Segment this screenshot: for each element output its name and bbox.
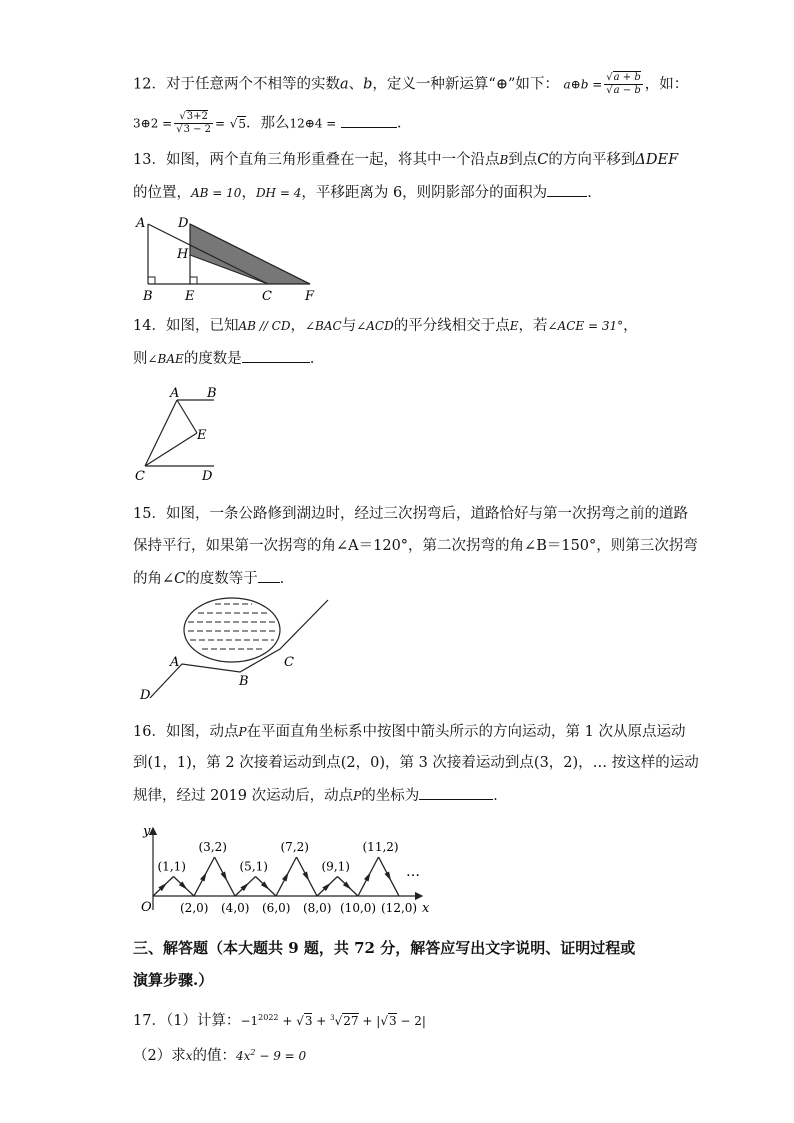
q14-angle-bae: ∠BAE: [147, 352, 184, 366]
q16-figure: [136, 822, 436, 918]
q17-plus2: +: [312, 1014, 331, 1028]
q15-figure: [130, 592, 340, 707]
q14-angle-acd: ∠ACD: [356, 319, 394, 333]
q14-text-if: ，若: [518, 318, 548, 334]
q14-label-d: D: [202, 469, 213, 483]
q12-example-den: 3 − 2: [183, 124, 212, 135]
q16-arrowhead: [384, 872, 391, 881]
q13-line1: [133, 150, 678, 170]
q15-period: ．: [279, 571, 295, 587]
q17-cube-index: 3: [330, 1014, 335, 1022]
q17-part1: [133, 1008, 426, 1031]
q17-plus1: +: [278, 1014, 297, 1028]
q14-segment-ae: [177, 400, 197, 433]
q17-p1-label: 17．（1）计算：: [133, 1013, 241, 1029]
q12-ask-expr: 12⊕4 =: [289, 116, 337, 131]
q16-text-c: 规律，经过 2019 次运动后，动点: [133, 788, 354, 804]
q15-line1: 15．如图，一条公路修到湖边时，经过三次拐弯后，道路恰好与第一次拐弯之前的道路: [133, 506, 688, 522]
q17-root27: 27: [343, 1014, 359, 1028]
q17-root3b: 3: [388, 1014, 397, 1028]
q15-line2: 保持平行，如果第一次拐弯的角∠A＝120°，第二次拐弯的角∠B＝150°，则第三次拐弯: [133, 538, 698, 554]
q13-label-h: H: [177, 247, 189, 262]
q16-ellipsis: …: [406, 864, 420, 880]
q12-text: 12．对于任意两个不相等的实数: [133, 76, 340, 93]
q17-eq-exp: 2: [250, 1048, 256, 1057]
q13-label-f: F: [305, 289, 315, 304]
q17-eq-rest: − 9 = 0: [255, 1049, 307, 1063]
q13-label-a: A: [136, 216, 146, 231]
section-heading-line1: 三、解答题（本大题共 9 题，共 72 分，解答应写出文字说明、证明过程或: [133, 939, 636, 957]
q16-text-ask: 的坐标为: [361, 788, 420, 804]
q15-label-b: B: [239, 674, 249, 689]
q16-bottom-label: (2,0): [180, 901, 209, 915]
section-heading-line2: 演算步骤.）: [133, 971, 214, 989]
q16-arrowhead: [364, 872, 371, 881]
q16-top-label: (3,2): [198, 840, 227, 854]
q15-point-c: C: [174, 571, 186, 587]
q13-point-c: C: [537, 152, 549, 168]
q12-answer-blank[interactable]: [341, 113, 397, 128]
q15-lake: [184, 598, 280, 662]
q17-root3: 3: [304, 1014, 313, 1028]
q15-label-a: A: [170, 655, 180, 670]
q13-point-b: B: [499, 153, 509, 167]
q14-label-c: C: [135, 469, 145, 483]
q13-label-e: E: [185, 289, 195, 304]
q14-text-bisect: 的平分线相交于点: [393, 318, 510, 334]
q14-point-e: E: [509, 319, 519, 333]
q16-point-p2: P: [353, 789, 362, 803]
q13-right-angle-b: [148, 277, 155, 284]
q16-label-y: y: [143, 824, 151, 839]
q12-def-den: a − b: [613, 85, 641, 96]
q16-top-label: (7,2): [280, 840, 309, 854]
q17-p2-label: （2）求: [133, 1048, 186, 1064]
q16-line2: 到(1，1)，第 2 次接着运动到点(2，0)，第 3 次接着运动到点(3，2)，… 按这样的运动: [133, 755, 699, 771]
q13-figure: [128, 213, 328, 305]
q14-comma2: ，: [623, 318, 638, 334]
q16-label-origin: O: [141, 900, 152, 915]
q16-bottom-label: (6,0): [262, 901, 291, 915]
q13-dh: DH = 4: [255, 186, 302, 200]
q17-exponent: 2022: [258, 1013, 279, 1022]
q14-line1: [133, 316, 638, 336]
q16-bottom-label: (8,0): [303, 901, 332, 915]
q14-given: ∠ACE = 31°: [547, 319, 624, 333]
q14-answer-blank[interactable]: [242, 348, 310, 363]
q14-text-then: 则: [133, 351, 148, 367]
q16-zigzag-path: [153, 857, 399, 896]
q16-bottom-label: (12,0): [381, 901, 418, 915]
q16-point-p: P: [238, 725, 247, 739]
q13-answer-blank[interactable]: [547, 182, 587, 197]
q16-period: ．: [493, 788, 508, 804]
q15-text: 的角∠: [133, 571, 175, 587]
q14-label-e: E: [197, 428, 207, 443]
q16-top-label: (1,1): [157, 859, 186, 874]
q17-term1: −1: [240, 1014, 259, 1028]
q12-example-root: 5: [238, 116, 247, 131]
q13-period: ．: [587, 185, 602, 201]
q14-comma: ，: [290, 318, 305, 334]
q14-line2: [133, 348, 324, 369]
q14-angle-bac: ∠BAC: [304, 319, 342, 333]
q13-triangle: ΔDEF: [635, 152, 679, 168]
q16-top-label: (11,2): [362, 840, 399, 854]
q15-line3: [133, 568, 294, 589]
q14-parallel: AB // CD: [238, 319, 291, 333]
q12-var-a: a: [339, 76, 349, 93]
q12-text-mid: ，定义一种新运算“⊕”如下：: [372, 76, 559, 93]
q14-label-b: B: [207, 386, 217, 401]
q12-sep: 、: [348, 76, 364, 93]
q12-text-ask: ．那么: [246, 115, 290, 132]
q14-text-and: 与: [341, 318, 357, 334]
q14-period: ．: [309, 351, 325, 367]
q13-label-d: D: [178, 216, 189, 231]
q13-label-b: B: [143, 289, 153, 304]
q13-text-end: 的方向平移到: [548, 152, 636, 168]
q13-text-pos: 的位置，: [133, 185, 191, 201]
q12-def-fraction: $\frac{√a + b}{√a - b}$: [606, 72, 641, 96]
q16-label-x: x: [422, 901, 430, 916]
q15-water-lines: [188, 604, 276, 649]
q12-example-fraction: $\frac{√3+2}{√3 - 2}$: [176, 111, 212, 135]
q15-answer-blank[interactable]: [258, 568, 280, 583]
q14-text: 14．如图，已知: [133, 318, 239, 334]
q12-var-b: b: [363, 76, 373, 93]
q16-bottom-label: (10,0): [340, 901, 377, 915]
q17-p2-text: 的值：: [192, 1048, 237, 1064]
q13-line2: [133, 182, 602, 203]
q12-line2: 3⊕2 = $\frac{√3+2}{√3 - 2}$ = √5．那么12⊕4 = ．: [133, 111, 412, 135]
q17-part2: [133, 1043, 306, 1066]
q14-figure: [130, 383, 230, 483]
q12-example-num: 3+2: [186, 111, 208, 122]
q12-example-lhs: 3⊕2 =: [133, 116, 173, 131]
q17-p2-equation: [236, 1049, 306, 1063]
q13-right-angle-e: [190, 277, 197, 284]
q17-var-x: x: [185, 1049, 193, 1063]
q13-comma: ，: [241, 185, 256, 201]
q16-answer-blank[interactable]: [419, 785, 493, 800]
q15-text-ask: 的度数等于: [185, 571, 258, 587]
q14-text-ask: 的度数是: [183, 351, 242, 367]
q16-line1: [133, 722, 685, 742]
q12-text-end: ，如：: [644, 76, 689, 93]
q15-label-d: D: [140, 688, 151, 703]
q16-arrowhead: [302, 872, 309, 881]
q17-abs-open: + |: [358, 1014, 381, 1028]
q17-p1-expression: $-1^{2022} + √3 + ^3√27 + |√3 - 2|$: [240, 1013, 426, 1028]
q16-bottom-label: (4,0): [221, 901, 250, 915]
q16-text: 16．如图，动点: [133, 724, 239, 740]
q17-abs-close: − 2|: [396, 1014, 426, 1028]
q13-text: 13．如图，两个直角三角形重叠在一起，将其中一个沿点: [133, 152, 500, 168]
q14-label-a: A: [170, 386, 180, 401]
q16-top-label: (5,1): [239, 859, 268, 874]
q16-arrowhead: [282, 872, 289, 881]
q13-text-ask: ，平移距离为 6，则阴影部分的面积为: [301, 185, 548, 201]
q16-line3: [133, 785, 508, 806]
q12-period: ．: [396, 115, 412, 132]
q16-text-b: 在平面直角坐标系中按图中箭头所示的方向运动，第 1 次从原点运动: [246, 724, 686, 740]
q12-line1: [133, 72, 688, 97]
q12-def-lhs: a⊕b =: [563, 77, 603, 92]
q16-top-label: (9,1): [321, 859, 350, 874]
q12-example-eq: =: [215, 116, 226, 131]
q13-ab: AB = 10: [191, 186, 242, 200]
q16-arrowhead: [220, 872, 227, 881]
q16-arrowhead: [200, 872, 207, 881]
q13-text-to: 到点: [508, 152, 538, 168]
q15-label-c: C: [284, 655, 294, 670]
q13-label-c: C: [262, 289, 272, 304]
q12-def-num: a + b: [613, 72, 641, 83]
q17-eq-term: 4x: [236, 1049, 251, 1063]
